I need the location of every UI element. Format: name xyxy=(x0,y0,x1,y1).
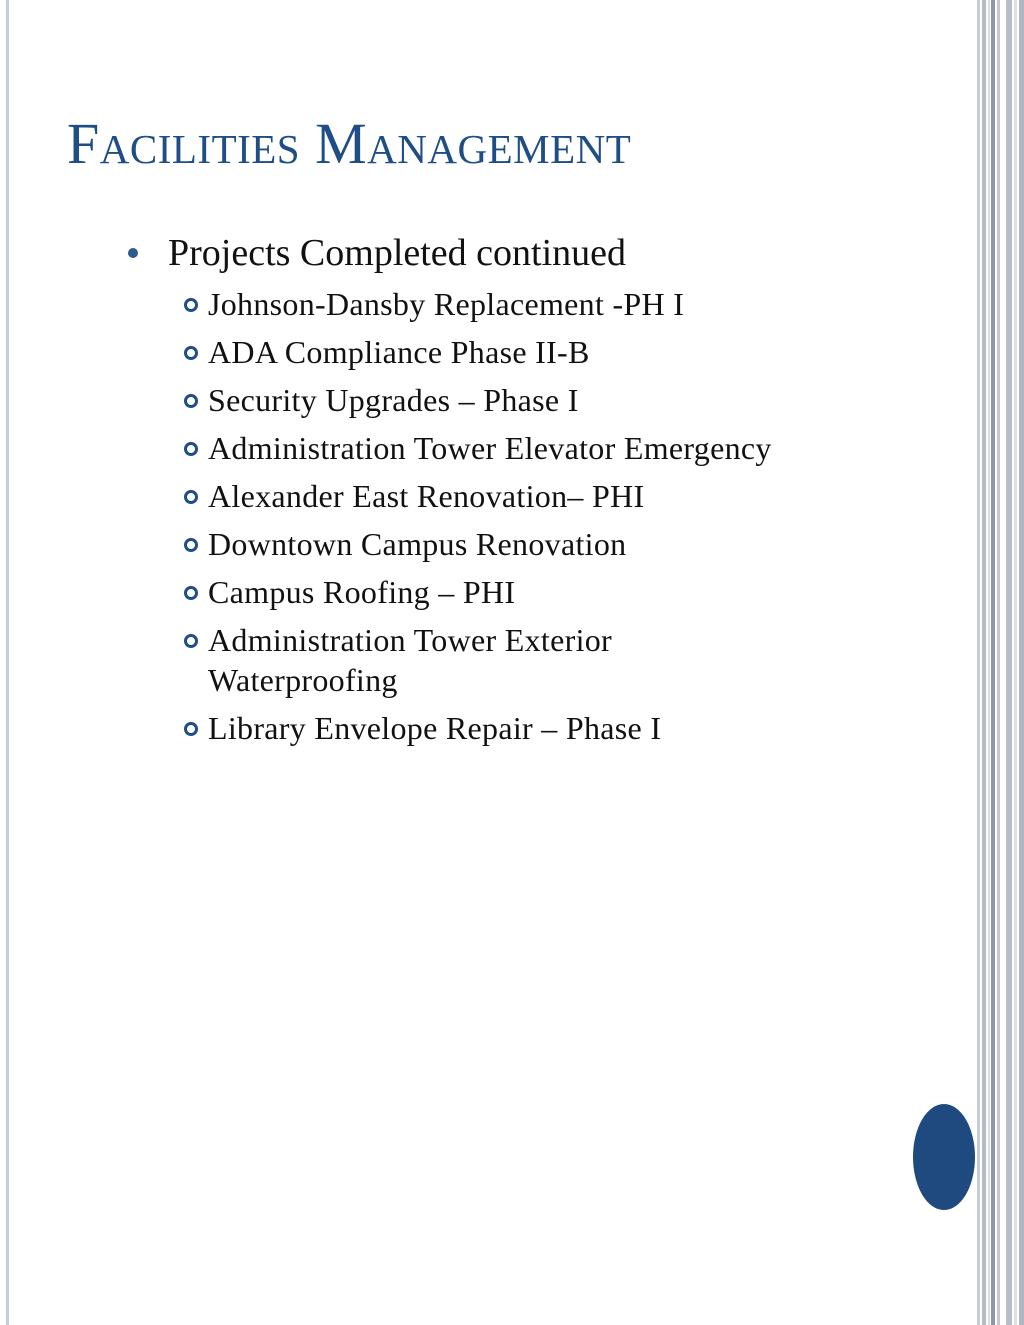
ring-bullet-icon xyxy=(184,586,198,600)
decorative-oval xyxy=(913,1104,975,1210)
list-item xyxy=(184,428,884,468)
list-item-text: Johnson-Dansby Replacement -PH I xyxy=(208,286,685,322)
main-bullet-text: Projects Completed continued xyxy=(168,232,627,274)
ring-bullet-icon xyxy=(184,490,198,504)
ring-bullet-icon xyxy=(184,298,198,312)
ring-bullet-icon xyxy=(184,346,198,360)
right-border-stripe xyxy=(1019,0,1024,1325)
left-border-rule xyxy=(6,0,9,1325)
list-item xyxy=(184,380,884,420)
list-item-text: Downtown Campus Renovation xyxy=(208,526,627,562)
right-border-stripe xyxy=(991,0,995,1325)
list-item-text: Administration Tower Elevator Emergency xyxy=(208,430,772,466)
list-item-text: Security Upgrades – Phase I xyxy=(208,382,579,418)
list-item-text: Campus Roofing – PHI xyxy=(208,574,516,610)
list-item-text: Library Envelope Repair – Phase I xyxy=(208,710,662,746)
ring-bullet-icon xyxy=(184,634,198,648)
ring-bullet-icon xyxy=(184,394,198,408)
project-list xyxy=(184,284,884,756)
ring-bullet-icon xyxy=(184,442,198,456)
list-item xyxy=(184,620,884,700)
ring-bullet-icon xyxy=(184,538,198,552)
list-item xyxy=(184,476,884,516)
list-item xyxy=(184,708,884,748)
right-border-stripe xyxy=(1014,0,1017,1325)
right-border-stripe xyxy=(1006,0,1012,1325)
slide-title: Facilities Management xyxy=(67,111,632,176)
ring-bullet-icon xyxy=(184,722,198,736)
right-border-stripe xyxy=(997,0,1000,1325)
list-item-text: Administration Tower Exterior Waterproofing xyxy=(208,622,613,698)
right-border-stripe xyxy=(977,0,980,1325)
list-item xyxy=(184,332,884,372)
list-item-text: Alexander East Renovation– PHI xyxy=(208,478,645,514)
list-item xyxy=(184,524,884,564)
list-item xyxy=(184,572,884,612)
right-border-stripe xyxy=(982,0,986,1325)
bullet-dot-icon xyxy=(128,248,138,258)
main-bullet xyxy=(128,230,626,276)
list-item-text: ADA Compliance Phase II-B xyxy=(208,334,590,370)
right-border-stripe xyxy=(988,0,990,1325)
list-item xyxy=(184,284,884,324)
